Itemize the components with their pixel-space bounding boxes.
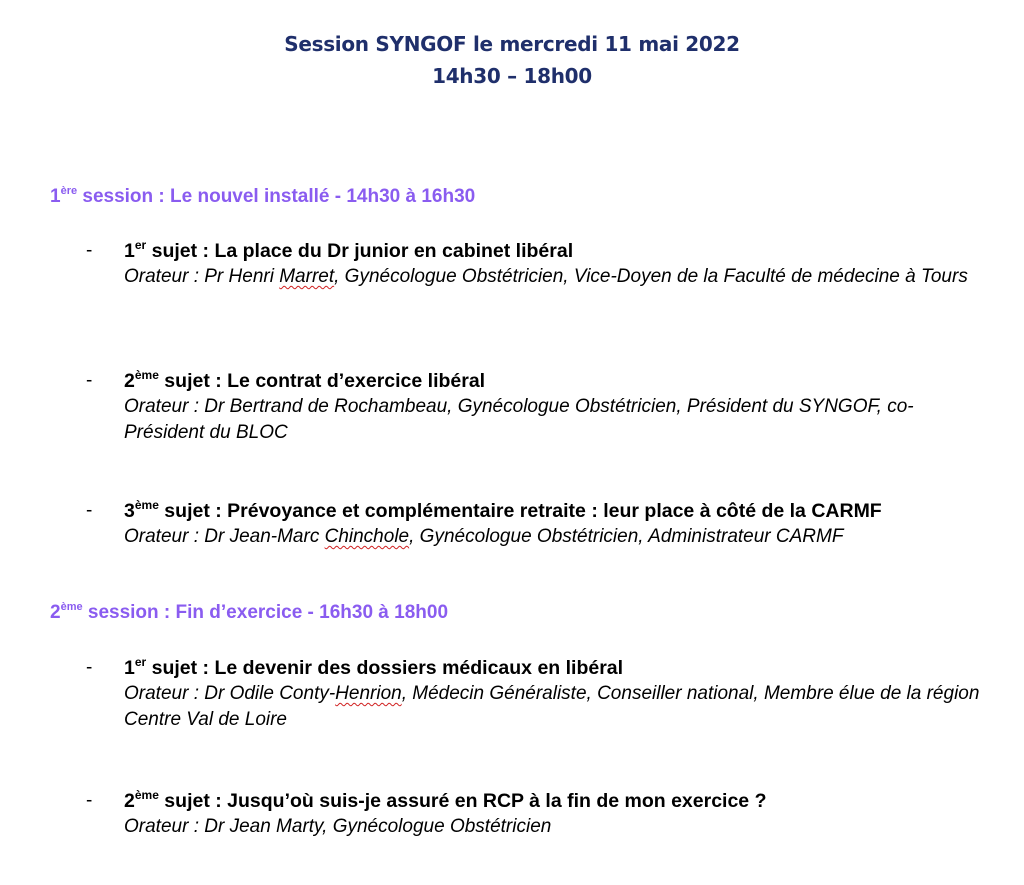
- speaker-text: , Gynécologue Obstétricien, Administrateur CARMF: [409, 526, 844, 547]
- subject-label: sujet : Prévoyance et complémentaire retraite : leur place à côté de la CARMF: [158, 500, 882, 522]
- subject-label: sujet : La place du Dr junior en cabinet libéral: [146, 240, 574, 262]
- subject-number: 1: [124, 657, 135, 679]
- subject-ordinal: er: [134, 655, 147, 669]
- session-2-ordinal: ème: [60, 601, 83, 613]
- subject-number: 3: [124, 500, 135, 522]
- speaker-text: , Médecin Généraliste, Conseiller national, Membre élue de la région Centre Val de Loire: [124, 683, 980, 730]
- session-2-item-1: [86, 655, 986, 733]
- session-1-item-2: [86, 368, 986, 446]
- speaker-name-misspelled: Henrion: [335, 683, 402, 704]
- subject-number: 2: [124, 790, 135, 812]
- bullet-dash: -: [86, 790, 93, 811]
- speaker-text: Orateur : Pr Henri: [124, 266, 280, 287]
- subject-title: [124, 655, 986, 681]
- subject-number: 2: [124, 370, 135, 392]
- session-2-item-2: [86, 788, 986, 840]
- subject-title: [124, 238, 986, 264]
- speaker-name-misspelled: Chinchole: [324, 526, 410, 547]
- session-2-title: [50, 602, 448, 624]
- speaker-line: Orateur : Dr Jean Marty, Gynécologue Obstétricien: [124, 816, 552, 837]
- session-2-label: session : Fin d’exercice - 16h30 à 18h00: [82, 602, 449, 623]
- subject-ordinal: ème: [134, 788, 159, 802]
- speaker-line: [124, 524, 986, 550]
- subject-label: sujet : Jusqu’où suis-je assuré en RCP à la fin de mon exercice ?: [158, 790, 767, 812]
- session-1-item-1: [86, 238, 986, 290]
- subject-title: [124, 368, 986, 394]
- subject-number: 1: [124, 240, 135, 262]
- bullet-dash: -: [86, 500, 93, 521]
- header-time: 14h30 – 18h00: [432, 64, 592, 88]
- subject-title: [124, 788, 986, 814]
- speaker-name-misspelled: Marret: [279, 266, 335, 287]
- bullet-dash: -: [86, 657, 93, 678]
- speaker-line: Orateur : Dr Bertrand de Rochambeau, Gynécologue Obstétricien, Président du SYNGOF, co-Président du BLOC: [124, 396, 914, 443]
- session-1-number: 1: [50, 186, 61, 207]
- subject-label: sujet : Le contrat d’exercice libéral: [158, 370, 486, 392]
- speaker-text: , Gynécologue Obstétricien, Vice-Doyen de la Faculté de médecine à Tours: [334, 266, 968, 287]
- speaker-line: [124, 264, 986, 290]
- speaker-text: Orateur : Dr Jean-Marc: [124, 526, 325, 547]
- header-title: Session SYNGOF le mercredi 11 mai 2022: [284, 32, 740, 56]
- speaker-line: [124, 681, 986, 733]
- subject-label: sujet : Le devenir des dossiers médicaux en libéral: [146, 657, 624, 679]
- session-1-item-3: [86, 498, 986, 550]
- subject-ordinal: er: [134, 238, 147, 252]
- speaker-text: Orateur : Dr Odile Conty-: [124, 683, 336, 704]
- session-1-ordinal: ère: [60, 185, 78, 197]
- session-1-label: session : Le nouvel installé - 14h30 à 16h30: [77, 186, 476, 207]
- subject-title: [124, 498, 986, 524]
- bullet-dash: -: [86, 240, 93, 261]
- subject-ordinal: ème: [134, 498, 159, 512]
- subject-ordinal: ème: [134, 368, 159, 382]
- session-1-title: [50, 186, 475, 208]
- document-header: [0, 28, 1024, 92]
- session-2-number: 2: [50, 602, 61, 623]
- bullet-dash: -: [86, 370, 93, 391]
